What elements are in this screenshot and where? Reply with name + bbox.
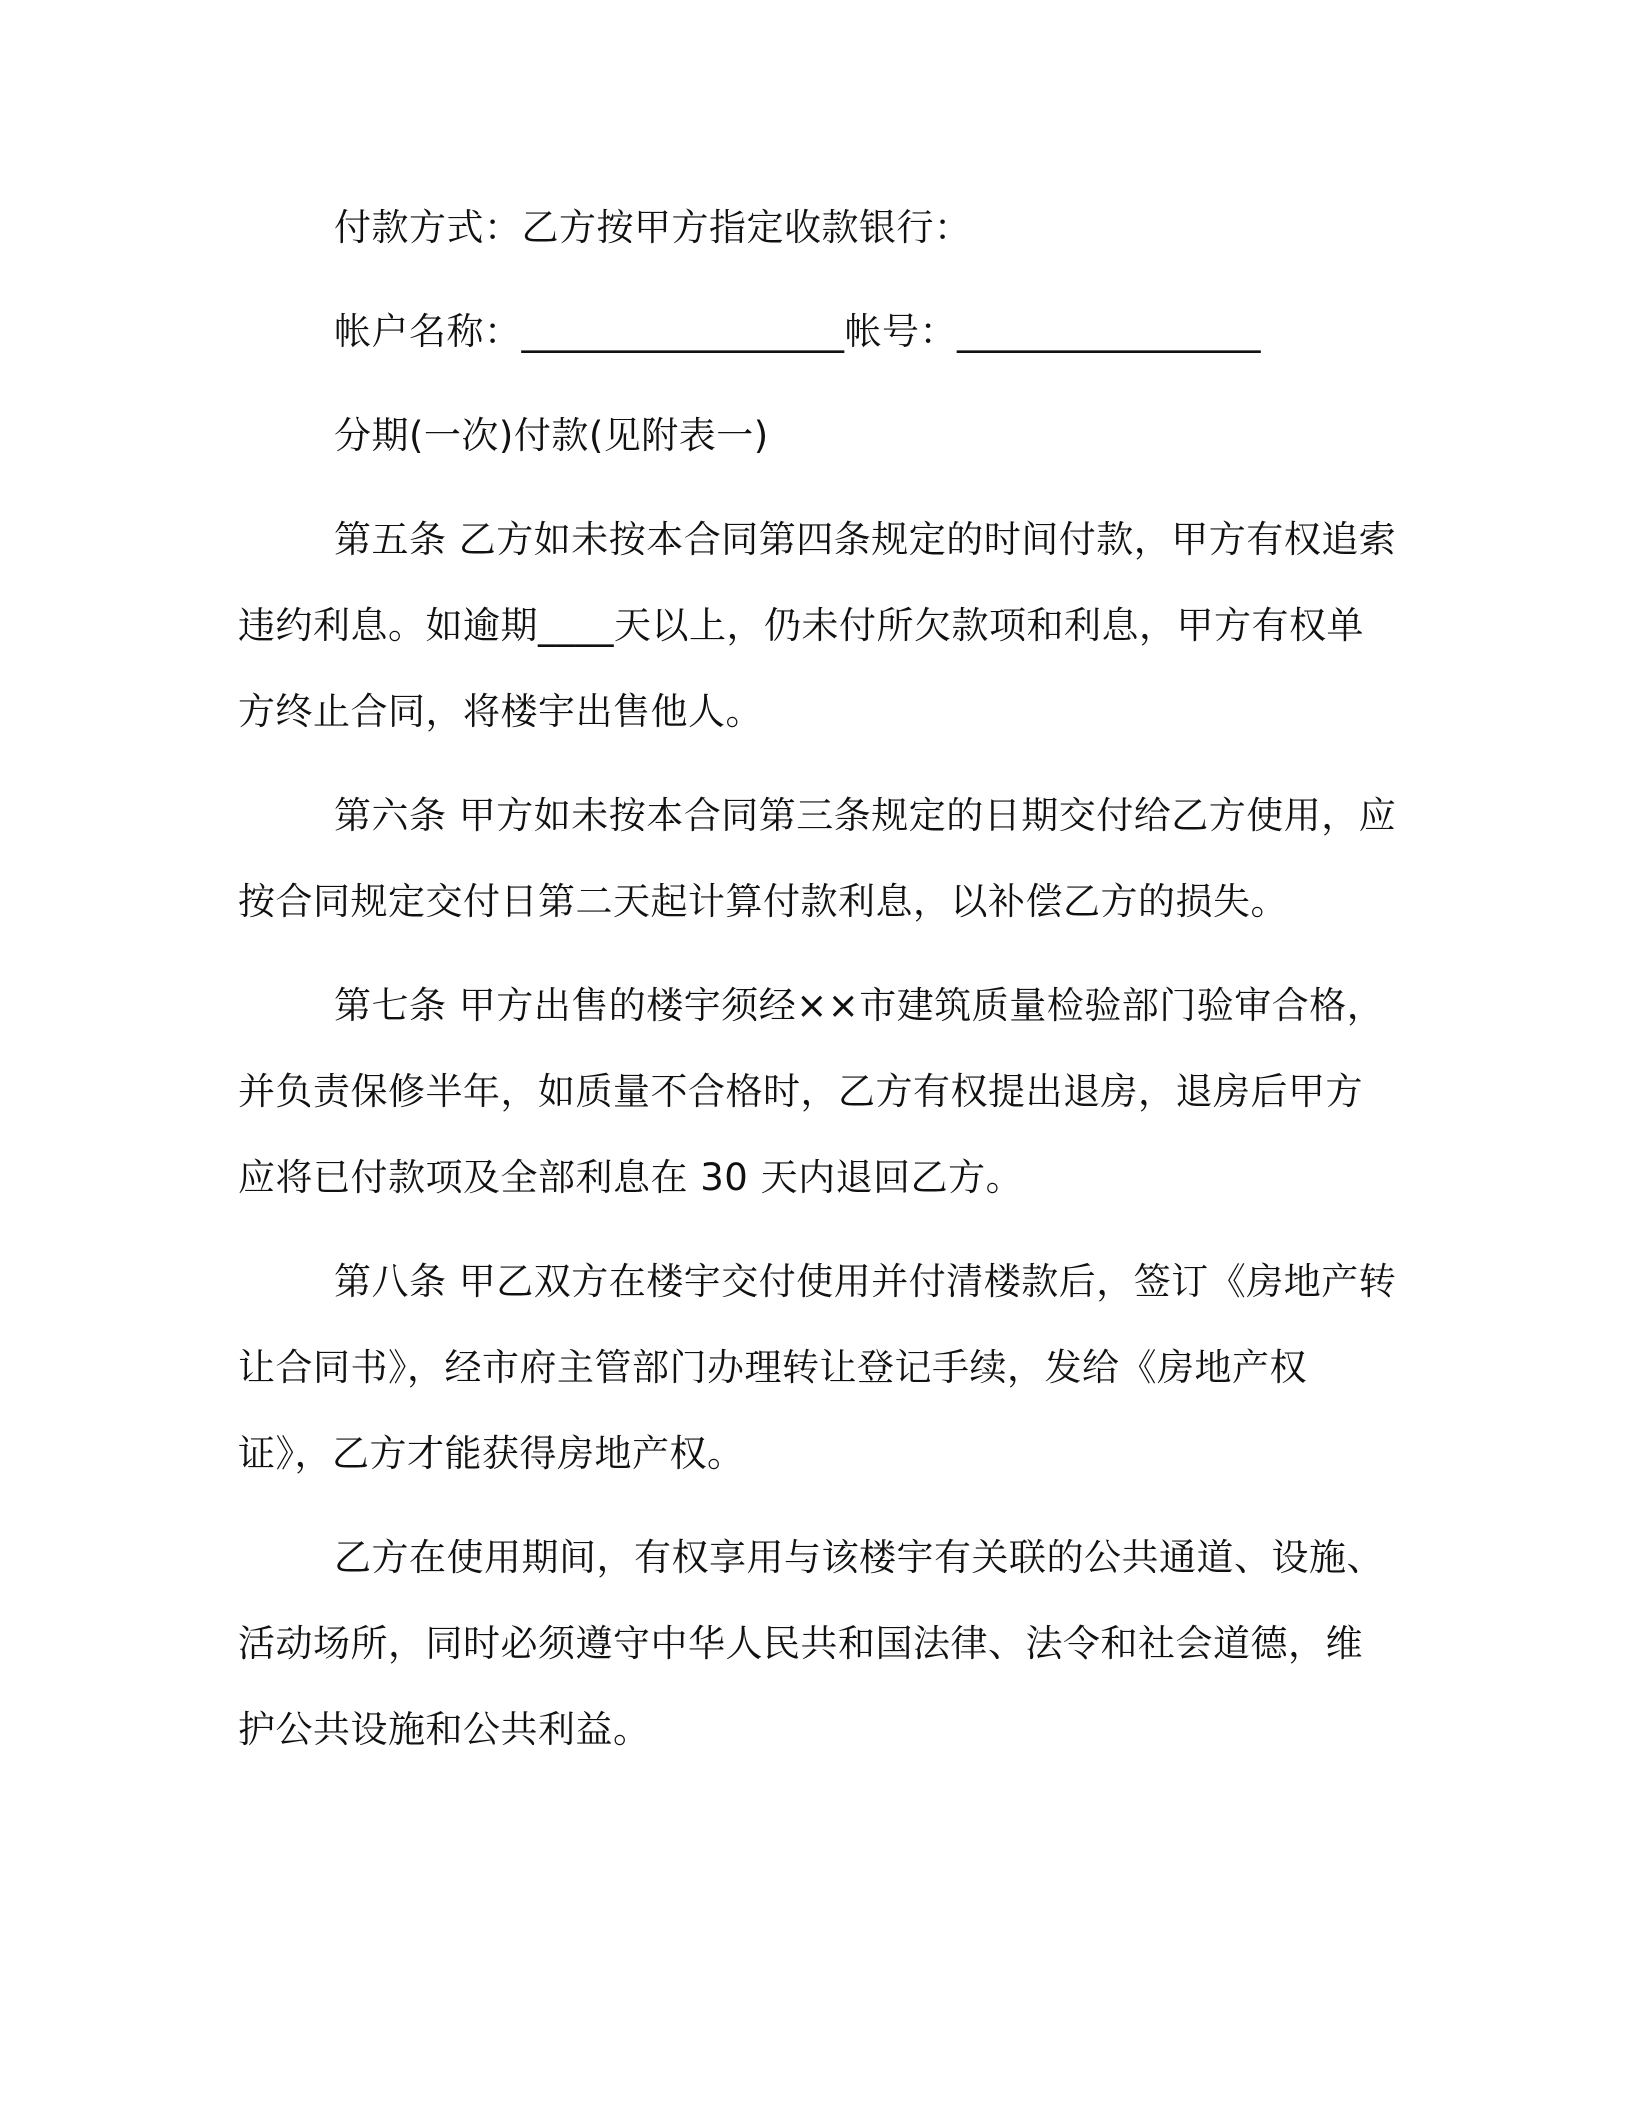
document-body bbox=[238, 185, 1398, 1773]
installment-paragraph: 分期(一次)付款(见附表一) bbox=[334, 414, 769, 457]
payment-method-paragraph: 付款方式：乙方按甲方指定收款银行： bbox=[334, 206, 972, 249]
article-8-paragraph: 第八条 甲乙双方在楼宇交付使用并付清楼款后，签订《房地产转让合同书》，经市府主管部门办理转让登记手续，发给《房地产权证》，乙方才能获得房地产权。 bbox=[238, 1260, 1397, 1475]
article-7-paragraph: 第七条 甲方出售的楼宇须经××市建筑质量检验部门验审合格，并负责保修半年，如质量不合格时，乙方有权提出退房，退房后甲方应将已付款项及全部利息在 30 天内退回乙方。 bbox=[238, 984, 1385, 1199]
article-6-paragraph: 第六条 甲方如未按本合同第三条规定的日期交付给乙方使用，应按合同规定交付日第二天起计算付款利息，以补偿乙方的损失。 bbox=[238, 794, 1397, 923]
account-info-paragraph: 帐户名称：_________________帐号：________________ bbox=[334, 310, 1261, 353]
usage-rights-paragraph: 乙方在使用期间，有权享用与该楼宇有关联的公共通道、设施、活动场所，同时必须遵守中华人民共和国法律、法令和社会道德，维护公共设施和公共利益。 bbox=[238, 1536, 1384, 1751]
article-5-paragraph: 第五条 乙方如未按本合同第四条规定的时间付款，甲方有权追索违约利息。如逾期____天以上，仍未付所欠款项和利息，甲方有权单方终止合同，将楼宇出售他人。 bbox=[238, 518, 1397, 733]
